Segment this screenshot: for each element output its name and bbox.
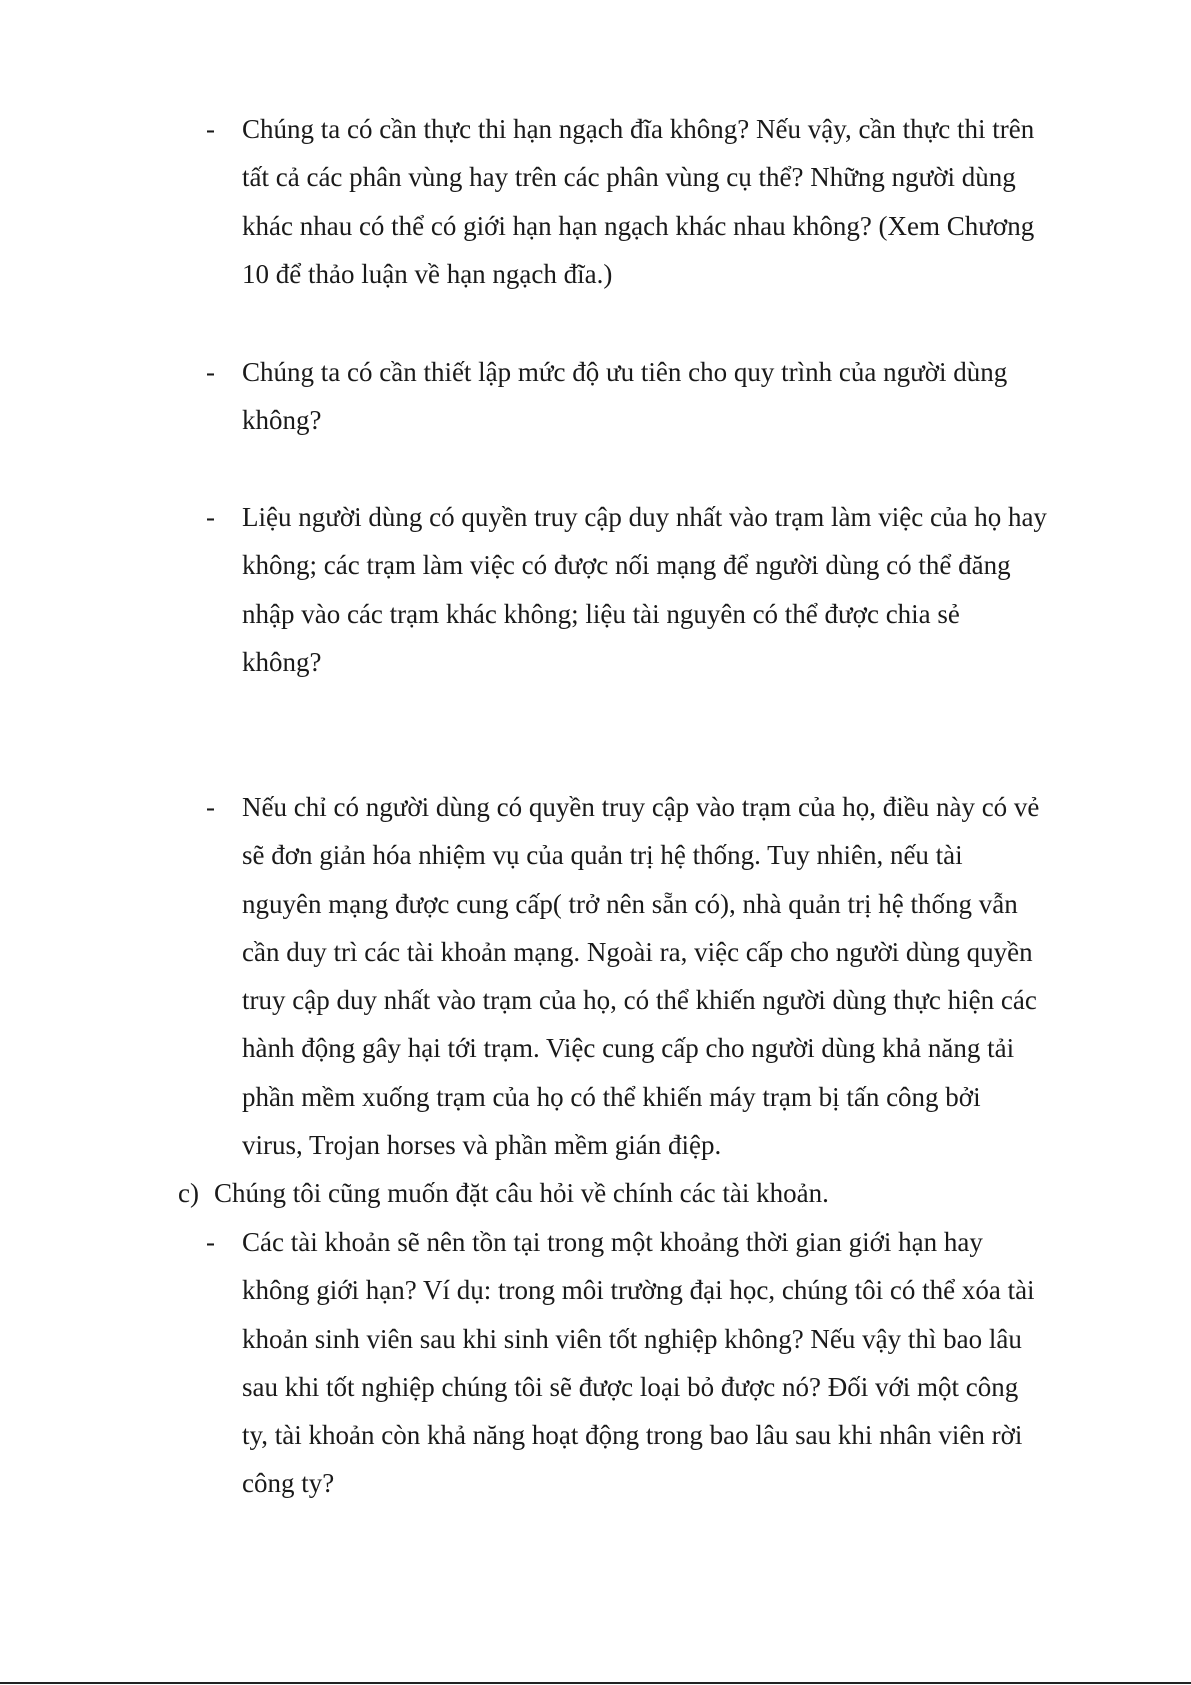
bullet-text bbox=[242, 783, 1092, 1169]
text-line: không giới hạn? Ví dụ: trong môi trường đại học, chúng tôi có thể xóa tài bbox=[242, 1275, 1035, 1306]
text-line: Các tài khoản sẽ nên tồn tại trong một khoảng thời gian giới hạn hay bbox=[242, 1227, 983, 1257]
bullet-text bbox=[242, 105, 1092, 298]
bullet-marker: - bbox=[206, 114, 215, 144]
text-line: hành động gây hại tới trạm. Việc cung cấp cho người dùng khả năng tải bbox=[242, 1033, 1015, 1064]
text-line: cần duy trì các tài khoản mạng. Ngoài ra, việc cấp cho người dùng quyền bbox=[242, 936, 1033, 967]
text-line: sau khi tốt nghiệp chúng tôi sẽ được loại bỏ được nó? Đối với một công bbox=[242, 1371, 1019, 1402]
text-line: nguyên mạng được cung cấp( trở nên sẵn có), nhà quản trị hệ thống vẫn bbox=[242, 888, 1018, 919]
text-line: phần mềm xuống trạm của họ có thể khiến máy trạm bị tấn công bởi bbox=[242, 1081, 981, 1112]
text-line: Chúng ta có cần thực thi hạn ngạch đĩa không? Nếu vậy, cần thực thi trên bbox=[242, 114, 1035, 144]
text-line: nhập vào các trạm khác không; liệu tài nguyên có thể được chia sẻ bbox=[242, 598, 960, 629]
bullet-text bbox=[242, 348, 1092, 445]
text-line: Nếu chỉ có người dùng có quyền truy cập vào trạm của họ, điều này có vẻ bbox=[242, 792, 1040, 822]
text-line: sẽ đơn giản hóa nhiệm vụ của quản trị hệ thống. Tuy nhiên, nếu tài bbox=[242, 840, 963, 871]
bullet-text bbox=[242, 493, 1092, 686]
text-line: Liệu người dùng có quyền truy cập duy nhất vào trạm làm việc của họ hay bbox=[242, 502, 1047, 532]
text-line: không? bbox=[242, 646, 322, 677]
text-line: ty, tài khoản còn khả năng hoạt động trong bao lâu sau khi nhân viên rời bbox=[242, 1420, 1023, 1451]
bullet-marker: - bbox=[206, 502, 215, 532]
text-line: khoản sinh viên sau khi sinh viên tốt nghiệp không? Nếu vậy thì bao lâu bbox=[242, 1323, 1022, 1354]
text-line: Chúng ta có cần thiết lập mức độ ưu tiên cho quy trình của người dùng bbox=[242, 357, 1008, 387]
text-line: virus, Trojan horses và phần mềm gián điệp. bbox=[242, 1130, 722, 1161]
text-line: khác nhau có thể có giới hạn hạn ngạch khác nhau không? (Xem Chương bbox=[242, 210, 1035, 241]
bullet-marker: - bbox=[206, 792, 215, 822]
text-line: không? bbox=[242, 405, 322, 436]
text-line: truy cập duy nhất vào trạm của họ, có thể khiến người dùng thực hiện các bbox=[242, 985, 1037, 1016]
text-line: tất cả các phân vùng hay trên các phân vùng cụ thể? Những người dùng bbox=[242, 162, 1016, 193]
section-marker: c) bbox=[178, 1178, 199, 1208]
text-line: 10 để thảo luận về hạn ngạch đĩa.) bbox=[242, 258, 613, 289]
section-text: Chúng tôi cũng muốn đặt câu hỏi về chính các tài khoản. bbox=[214, 1178, 829, 1208]
text-line: không; các trạm làm việc có được nối mạng để người dùng có thể đăng bbox=[242, 550, 1011, 581]
bullet-marker: - bbox=[206, 1227, 215, 1257]
text-line: công ty? bbox=[242, 1468, 335, 1499]
page-bottom-rule bbox=[0, 1682, 1191, 1684]
bullet-marker: - bbox=[206, 357, 215, 387]
bullet-text bbox=[242, 1218, 1092, 1508]
section-c-heading bbox=[178, 1169, 829, 1217]
